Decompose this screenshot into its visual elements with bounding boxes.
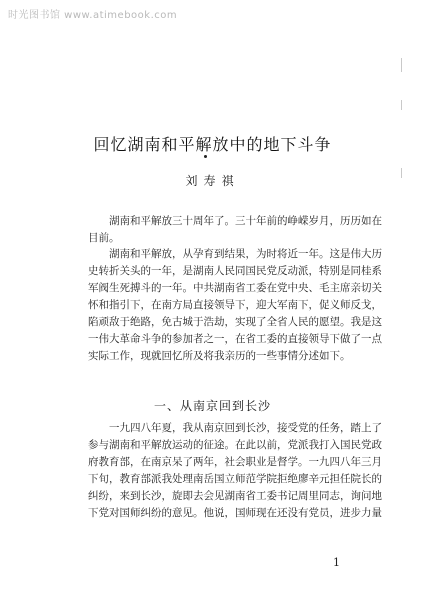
author-name: 刘寿祺	[185, 174, 240, 188]
paragraph-text: 湖南和平解放，从孕育到结果，为时将近一年。这是伟大历史转折关头的一年，是湖南人民同国民党反动派，特别是同桂系军阀生死搏斗的一年。中共湖南省工委在党中央、毛主席亲切关怀和指引下，在南方局直接领导下，迎大军南下，促义师反戈，陷顽敌于绝路，免古城于浩劫，实现了全省人民的愿望。我是这一伟大革命斗争的参加者之一，在省工委的直接领导下做了一点实际工作，现就回忆所及将我亲历的一些事情分述如下。	[88, 248, 382, 362]
scan-edge-mark	[401, 58, 402, 72]
scan-edge-mark	[401, 168, 402, 178]
paragraph-section-one	[88, 420, 382, 522]
watermark: 时光图书馆 www.atimebook.com	[8, 10, 178, 21]
title-dot-mark	[204, 155, 207, 158]
page-title: 回忆湖南和平解放中的地下斗争	[93, 135, 332, 154]
section-heading: 一、从南京回到长沙	[153, 399, 271, 413]
scan-edge-mark	[401, 100, 402, 110]
paragraph-intro	[88, 213, 382, 247]
paragraph-text: 湖南和平解放三十周年了。三十年前的峥嵘岁月，历历如在目前。	[88, 215, 382, 244]
page-number: 1	[333, 556, 340, 569]
paragraph-overview	[88, 246, 382, 365]
paragraph-text: 一九四八年夏，我从南京回到长沙，接受党的任务，踏上了参与湖南和平解放运动的征途。在此以前，党派我打入国民党政府教育部，在南京呆了两年，社会职业是督学。一九四八年三月下旬，教育部派我处理南岳国立师范学院拒绝廖辛元担任院长的纠纷，来到长沙，旋即去会见湖南省工委书记周里同志，询问地下党对国师纠纷的意见。他说，国师现在还没有党员，进步力量	[88, 422, 382, 519]
